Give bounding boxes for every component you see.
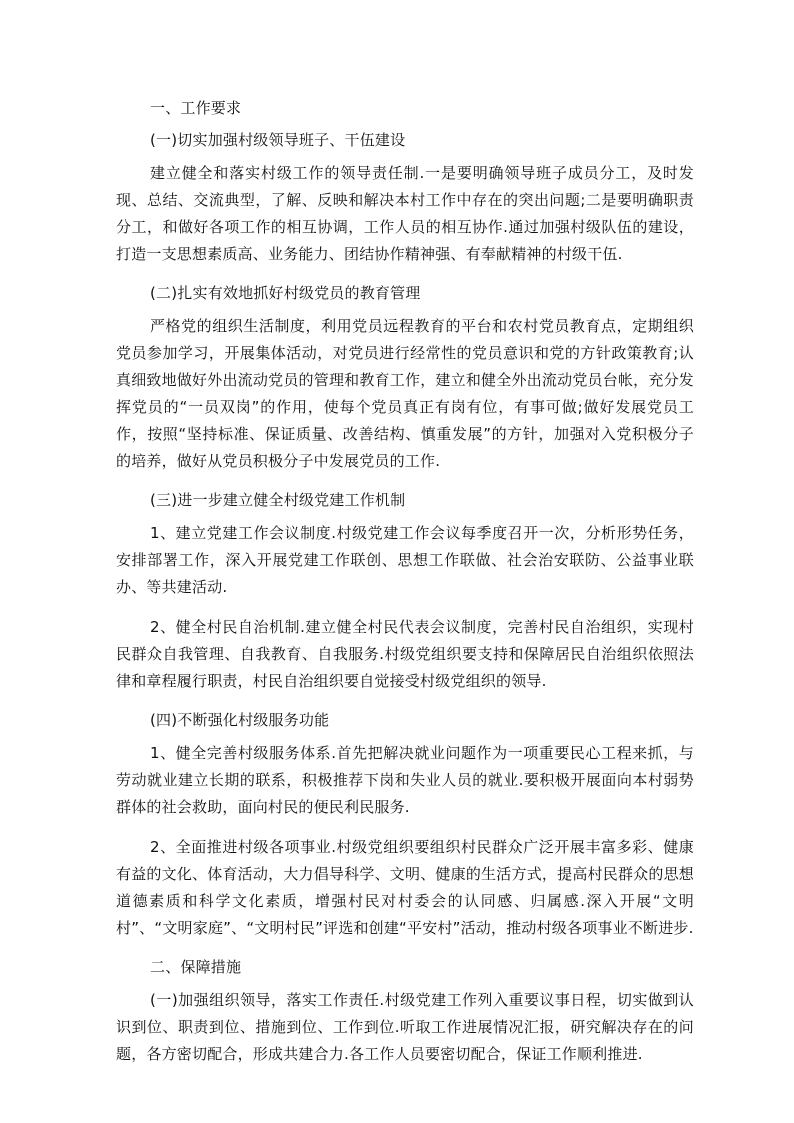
- sub-heading-mechanism: (三)进一步建立健全村级党建工作机制: [150, 491, 406, 509]
- section-heading-requirements: 一、工作要求: [150, 99, 242, 117]
- sub-heading-service-function: (四)不断强化村级服务功能: [150, 711, 330, 729]
- paragraph-service-system: 1、健全完善村级服务体系.首先把解决就业问题作为一项重要民心工程来抓，与劳动就业建立长期的联系，积极推荐下岗和失业人员的就业.要积极开展面向本村弱势群体的社会救助，面向村民的便民利民服务.: [116, 744, 694, 816]
- paragraph-organization-leadership: (一)加强组织领导，落实工作责任.村级党建工作列入重要议事日程，切实做到认识到位、职责到位、措施到位、工作到位.听取工作进展情况汇报，研究解决存在的问题，各方密切配合，形成共建合力.各工作人员要密切配合，保证工作顺利推进.: [116, 991, 694, 1063]
- section-heading-safeguards: 二、保障措施: [150, 958, 242, 976]
- paragraph-village-affairs: 2、全面推进村级各项事业.村级党组织要组织村民群众广泛开展丰富多彩、健康有益的文化、体育活动，大力倡导科学、文明、健康的生活方式，提高村民群众的思想道德素质和科学文化素质，增强村民对村委会的认同感、归属感.深入开展“文明村”、“文明家庭”、“文明村民”评选和创建“平安村”活动，推动村级各项事业不断进步.: [116, 838, 694, 937]
- sub-heading-leadership: (一)切实加强村级领导班子、干伍建设: [150, 131, 406, 149]
- paragraph-meeting-system: 1、建立党建工作会议制度.村级党建工作会议每季度召开一次，分析形势任务，安排部署工作，深入开展党建工作联创、思想工作联做、社会治安联防、公益事业联办、等共建活动.: [116, 524, 694, 596]
- sub-heading-party-education: (二)扎实有效地抓好村级党员的教育管理: [150, 284, 421, 302]
- document-page: [116, 96, 694, 1081]
- paragraph-leadership: 建立健全和落实村级工作的领导责任制.一是要明确领导班子成员分工，及时发现、总结、交流典型，了解、反映和解决本村工作中存在的突出问题;二是要明确职责分工，和做好各项工作的相互协调，工作人员的相互协作.通过加强村级队伍的建设，打造一支思想素质高、业务能力、团结协作精神强、有奉献精神的村级干伍.: [116, 164, 694, 263]
- paragraph-party-education: 严格党的组织生活制度，利用党员远程教育的平台和农村党员教育点，定期组织党员参加学习，开展集体活动，对党员进行经常性的党员意识和党的方针政策教育;认真细致地做好外出流动党员的管理和教育工作，建立和健全外出流动党员台帐，充分发挥党员的“一员双岗”的作用，使每个党员真正有岗有位，有事可做;做好发展党员工作，按照“坚持标准、保证质量、改善结构、慎重发展”的方针，加强对入党积极分子的培养，做好从党员积极分子中发展党员的工作.: [116, 317, 694, 470]
- paragraph-self-governance: 2、健全村民自治机制.建立健全村民代表会议制度，完善村民自治组织，实现村民群众自我管理、自我教育、自我服务.村级党组织要支持和保障居民自治组织依照法律和章程履行职责，村民自治组织要自觉接受村级党组织的领导.: [116, 618, 694, 690]
